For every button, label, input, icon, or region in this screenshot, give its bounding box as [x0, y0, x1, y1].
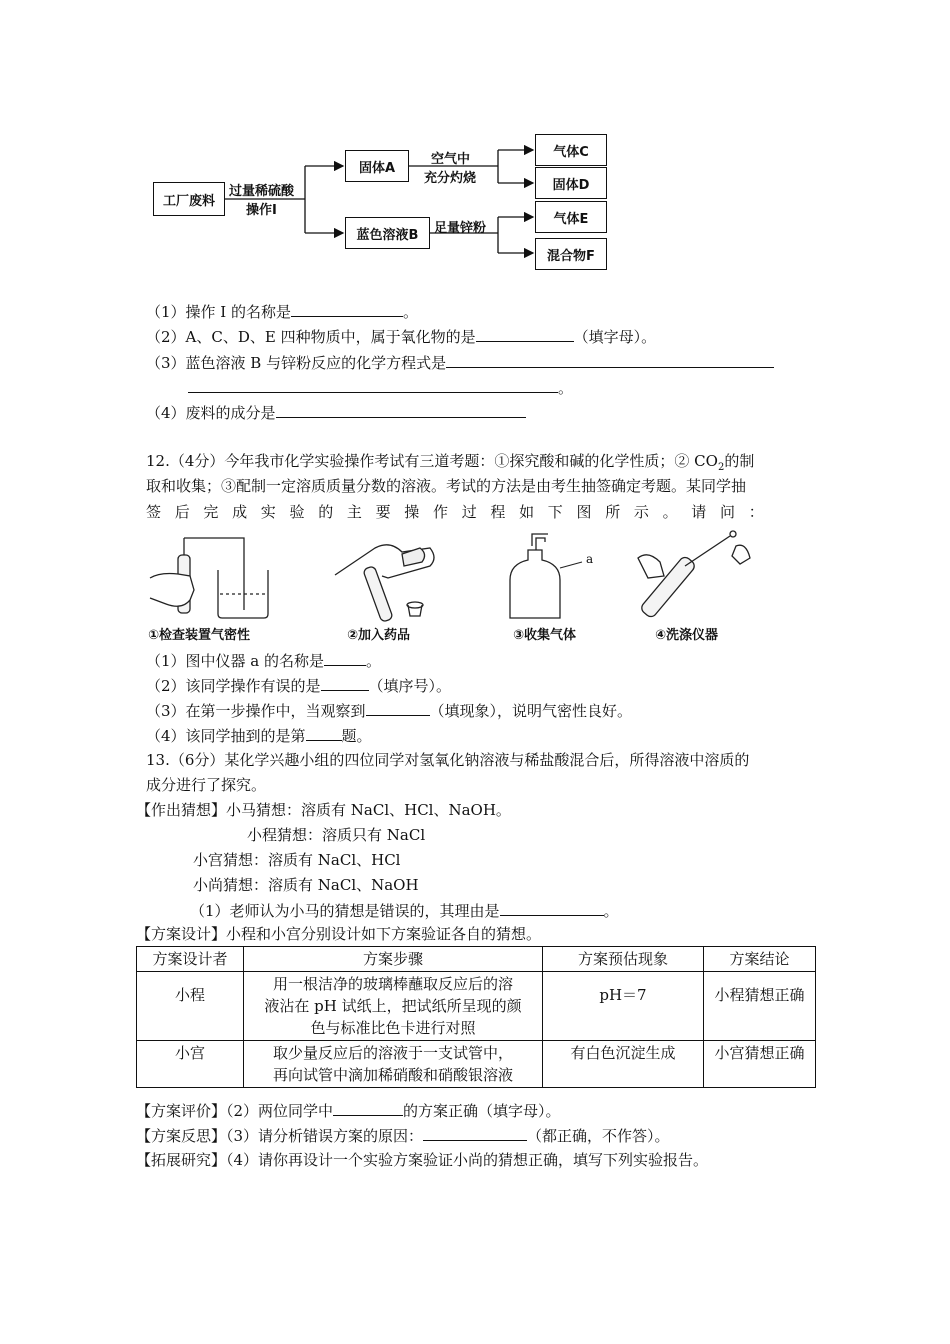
answer-blank[interactable] [500, 899, 604, 916]
answer-blank[interactable] [366, 699, 430, 716]
q12-part3: （3）在第一步操作中，当观察到 （填现象），说明气密性良好。 [146, 699, 632, 721]
caption-3: ③收集气体 [513, 628, 577, 643]
answer-blank[interactable] [333, 1099, 403, 1116]
caption-4: ④洗涤仪器 [655, 628, 719, 643]
q13-part2: 【方案评价】（2）两位同学中 的方案正确（填字母）。 [136, 1099, 561, 1121]
table-row [137, 1041, 816, 1088]
q12-part4: （4）该同学抽到的是第 题。 [146, 724, 372, 746]
lab-illustrations [140, 530, 760, 630]
airtightness-check-illustration [150, 538, 268, 618]
q13-part4: 【拓展研究】（4）请你再设计一个实验方案验证小尚的猜想正确，填写下列实验报告。 [136, 1151, 709, 1169]
cell-phenomenon: pH＝7 [543, 972, 704, 1041]
q12-intro-line3: 签后完成实验的主要操作过程如下图所示。请问： [146, 503, 778, 521]
header-designer: 方案设计者 [137, 947, 244, 972]
q11-part2: （2）A、C、D、E 四种物质中，属于氧化物的是 （填字母）。 [146, 325, 656, 347]
cell-conclusion: 小宫猜想正确 [704, 1041, 816, 1088]
box-solid-d: 固体D [535, 167, 607, 199]
answer-blank[interactable] [276, 401, 526, 418]
header-phenomenon: 方案预估现象 [543, 947, 704, 972]
label-operation-i: 操作I [246, 203, 277, 218]
answer-blank[interactable] [291, 300, 403, 317]
answer-blank[interactable] [324, 649, 366, 666]
header-conclusion: 方案结论 [704, 947, 816, 972]
answer-blank[interactable] [476, 325, 574, 342]
answer-blank[interactable] [321, 674, 369, 691]
q12-part2: （2）该同学操作有误的是 （填序号）。 [146, 674, 451, 696]
answer-blank[interactable] [306, 724, 342, 741]
box-solution-b: 蓝色溶液B [345, 217, 430, 249]
q13-part1: （1）老师认为小马的猜想是错误的，其理由是 。 [190, 899, 619, 921]
box-gas-c: 气体C [535, 134, 607, 166]
caption-1: ①检查装置气密性 [148, 628, 251, 643]
label-zinc-powder: 足量锌粉 [434, 221, 487, 236]
q11-part3-cont: 。 [188, 376, 573, 398]
guess-head: 【作出猜想】小马猜想：溶质有 NaCl、HCl、NaOH。 [136, 801, 511, 819]
q12-intro-line2: 取和收集；③配制一定溶质质量分数的溶液。考试的方法是由考生抽签确定考题。某同学抽 [146, 477, 747, 495]
q11-part1: （1）操作 I 的名称是 。 [146, 300, 418, 322]
label-in-air: 空气中 [431, 152, 471, 167]
label-burn: 充分灼烧 [424, 171, 477, 186]
box-mixture-f: 混合物F [535, 238, 607, 270]
cell-designer: 小宫 [137, 1041, 244, 1088]
table-header-row [137, 947, 816, 972]
experiment-table [136, 946, 816, 1088]
guess-xiaocheng: 小程猜想：溶质只有 NaCl [247, 826, 426, 844]
box-solid-a: 固体A [345, 150, 409, 182]
header-steps: 方案步骤 [244, 947, 543, 972]
answer-blank[interactable] [446, 351, 774, 368]
cell-steps: 取少量反应后的溶液于一支试管中， 再向试管中滴加稀硝酸和硝酸银溶液 [244, 1041, 543, 1088]
cell-conclusion: 小程猜想正确 [704, 972, 816, 1041]
wash-instrument-illustration [638, 531, 750, 619]
cell-steps: 用一根洁净的玻璃棒蘸取反应后的溶 液沾在 pH 试纸上，把试纸所呈现的颜 色与标准比色卡进行对照 [244, 972, 543, 1041]
flowchart-arrows [0, 0, 950, 290]
answer-blank[interactable] [423, 1124, 527, 1141]
guess-xiaoshang: 小尚猜想：溶质有 NaCl、NaOH [193, 876, 419, 894]
cell-designer: 小程 [137, 972, 244, 1041]
q11-part3: （3）蓝色溶液 B 与锌粉反应的化学方程式是 [146, 351, 774, 373]
label-dilute-acid: 过量稀硫酸 [229, 184, 295, 199]
q13-intro-line2: 成分进行了探究。 [146, 776, 267, 794]
q12-intro-line1: 12.（4分）今年我市化学实验操作考试有三道考题：①探究酸和碱的化学性质；② $CO_2$的制 [146, 452, 755, 473]
q13-part3: 【方案反思】（3）请分析错误方案的原因： （都正确，不作答）。 [136, 1124, 670, 1146]
q12-part1: （1）图中仪器 a 的名称是 。 [146, 649, 381, 671]
q13-intro-line1: 13.（6分）某化学兴趣小组的四位同学对氢氧化钠溶液与稀盐酸混合后，所得溶液中溶质的 [146, 751, 750, 769]
instrument-a-label: a [586, 552, 594, 566]
gas-bottle-illustration [510, 534, 582, 618]
q11-part4: （4）废料的成分是 [146, 401, 526, 423]
caption-2: ②加入药品 [347, 628, 411, 643]
table-row [137, 972, 816, 1041]
box-factory-waste: 工厂废料 [153, 182, 225, 216]
add-reagent-illustration [335, 545, 434, 623]
design-line: 【方案设计】小程和小宫分别设计如下方案验证各自的猜想。 [136, 925, 542, 943]
cell-phenomenon: 有白色沉淀生成 [543, 1041, 704, 1088]
guess-xiaogong: 小宫猜想：溶质有 NaCl、HCl [193, 851, 401, 869]
answer-blank[interactable] [188, 376, 558, 393]
box-gas-e: 气体E [535, 201, 607, 233]
